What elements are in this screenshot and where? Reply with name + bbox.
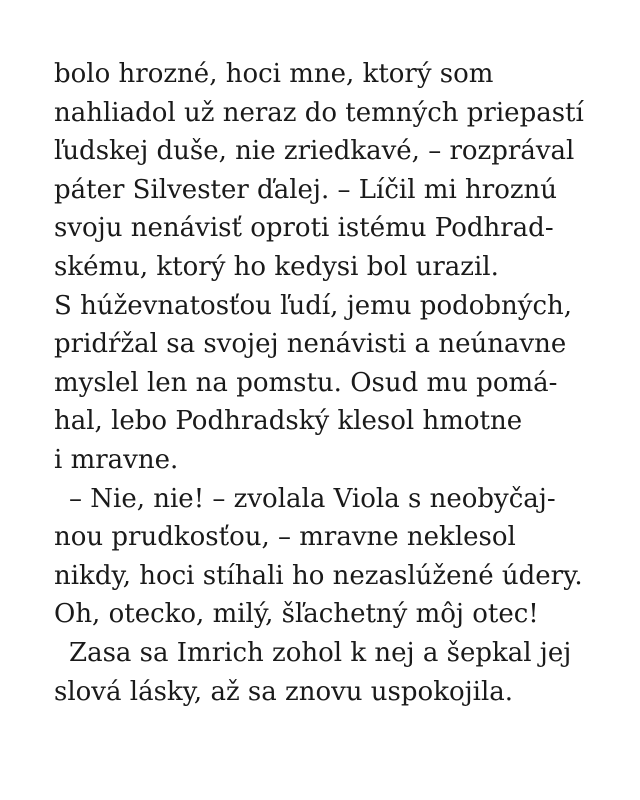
text-line: bolo hrozné, hoci mne, ktorý som <box>54 59 494 89</box>
text-line: nou prudkosťou, – mravne neklesol <box>54 522 516 553</box>
text-line: nikdy, hoci stíhali ho nezaslúžené údery. <box>54 560 583 591</box>
text-line: – Nie, nie! – zvolala Viola s neobyčaj- <box>69 483 556 514</box>
text-line: Oh, otecko, milý, šľachetný môj otec! <box>54 599 539 630</box>
text-line: pridŕžal sa svojej nenávisti a neúnavne <box>54 329 567 360</box>
text-line: slová lásky, až sa znovu uspokojila. <box>54 676 514 707</box>
text-line: hal, lebo Podhradský klesol hmotne <box>54 406 523 437</box>
text-line: nahliadol už neraz do temných priepastí <box>54 97 584 128</box>
body-text <box>54 55 614 711</box>
text-line: páter Silvester ďalej. – Líčil mi hroznú <box>54 174 558 205</box>
text-line: ľudskej duše, nie zriedkavé, – rozprával <box>54 136 575 167</box>
text-line: svoju nenávisť oproti istému Podhrad- <box>54 213 554 244</box>
text-line: skému, ktorý ho kedysi bol urazil. <box>54 251 499 282</box>
text-line: i mravne. <box>54 444 179 475</box>
text-line: S húževnatosťou ľudí, jemu podobných, <box>54 290 573 321</box>
text-line: Zasa sa Imrich zohol k nej a šepkal jej <box>69 637 572 668</box>
text-line: myslel len na pomstu. Osud mu pomá- <box>54 367 558 398</box>
